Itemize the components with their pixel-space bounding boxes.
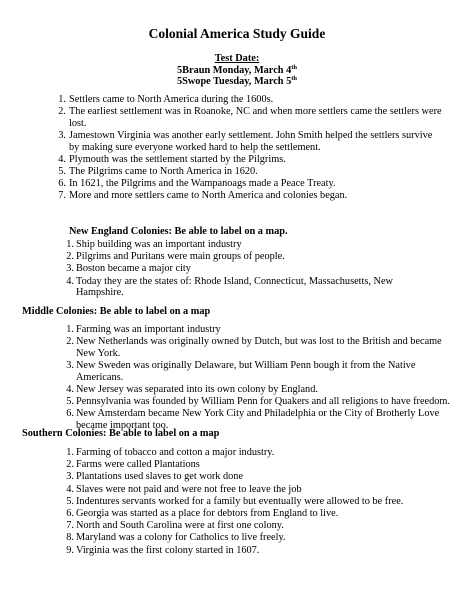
list-text: Ship building was an important industry: [76, 239, 242, 250]
test-date-line-braun: [0, 65, 474, 77]
test-date-ordinal: th: [291, 75, 298, 83]
list-number: 4.: [66, 275, 74, 287]
list-number: 4.: [58, 153, 66, 165]
list-item: [56, 263, 416, 275]
list-item: [56, 484, 456, 496]
new-england-list: [56, 239, 416, 299]
test-date-block: [0, 53, 474, 88]
list-text: The Pilgrims came to North America in 1620.: [69, 165, 258, 177]
list-item: [56, 396, 456, 408]
list-number: 6.: [66, 507, 74, 519]
list-item: [48, 178, 443, 190]
list-item: [56, 447, 456, 459]
list-number: 3.: [66, 471, 74, 483]
list-item: [56, 360, 456, 383]
middle-colonies-list: [56, 324, 456, 432]
test-date-label: Test Date:: [214, 53, 260, 64]
list-item: [56, 532, 456, 544]
list-number: 1.: [66, 324, 74, 335]
list-text: Jamestown Virginia was another early settlement. John Smith helped the settlers survive by making sure everyone worked hard to help the settlement.: [69, 129, 433, 153]
list-number: 3.: [58, 129, 66, 141]
southern-colonies-list: [56, 447, 456, 557]
list-text: New Jersey was separated into its own colony by England.: [76, 383, 318, 395]
southern-colonies-heading-bold: Southern Colonies: [22, 428, 103, 439]
list-item: [56, 459, 456, 471]
list-item: [56, 239, 416, 251]
list-text: Georgia was started as a place for debtors from England to live.: [76, 507, 339, 519]
list-item: [56, 324, 456, 336]
list-text: New Sweden was originally Delaware, but William Penn bough it from the Native Americans.: [76, 359, 416, 383]
list-text: Pennsylvania was founded by William Penn for Quakers and all religions to have freedom.: [76, 395, 450, 407]
list-number: 1.: [58, 94, 66, 105]
list-text: The earliest settlement was in Roanoke, NC and when more settlers came the settlers were lost.: [69, 106, 442, 129]
list-text: In 1621, the Pilgrims and the Wampanoags made a Peace Treaty.: [69, 178, 336, 190]
test-date-ordinal: th: [291, 63, 297, 71]
list-number: 3.: [66, 359, 74, 371]
list-number: 3.: [66, 263, 74, 275]
intro-list: [48, 94, 443, 203]
list-text: Plantations used slaves to get work done: [76, 471, 244, 483]
list-item: [48, 94, 443, 106]
list-text: North and South Carolina were at first one colony.: [76, 520, 284, 532]
list-text: Slaves were not paid and were not free to leave the job: [76, 483, 302, 495]
southern-colonies-heading: [22, 428, 219, 440]
list-item: [48, 190, 443, 202]
list-number: 4.: [66, 483, 74, 495]
list-number: 2.: [58, 106, 66, 118]
list-number: 8.: [66, 532, 74, 544]
list-text: More and more settlers came to North America and colonies began.: [69, 190, 348, 202]
list-number: 4.: [66, 383, 74, 395]
list-item: [56, 520, 456, 532]
list-item: [56, 508, 456, 520]
list-item: [48, 106, 443, 129]
test-date-text: 5Braun Monday, March 4: [176, 64, 292, 76]
test-date-text: 5Swope Tuesday, March 5: [176, 76, 292, 88]
list-item: [48, 154, 443, 166]
new-england-heading-text: New England Colonies: Be able to label on a map.: [69, 226, 288, 237]
middle-colonies-heading: [22, 306, 210, 318]
list-number: 6.: [66, 408, 74, 420]
list-text: Boston became a major city: [76, 263, 191, 275]
list-text: New Amsterdam became New York City and Philadelphia or the City of Brotherly Love became important too.: [76, 408, 440, 431]
middle-colonies-heading-text: Middle Colonies: Be able to label on a map: [22, 306, 211, 317]
list-number: 7.: [66, 520, 74, 532]
list-number: 5.: [66, 395, 74, 407]
list-text: Today they are the states of: Rhode Island, Connecticut, Massachusetts, New Hampshire.: [76, 275, 393, 299]
list-text: Plymouth was the settlement started by the Pilgrims.: [69, 153, 286, 165]
list-number: 2.: [66, 459, 74, 471]
list-number: 1.: [66, 239, 74, 250]
list-text: Settlers came to North America during the 1600s.: [69, 94, 274, 105]
list-text: Farming of tobacco and cotton a major industry.: [76, 447, 275, 458]
list-number: 1.: [66, 447, 74, 458]
list-text: New Netherlands was originally owned by Dutch, but was lost to the British and became New York.: [76, 336, 442, 359]
new-england-heading: [69, 226, 288, 238]
list-item: [56, 496, 456, 508]
list-number: 5.: [66, 495, 74, 507]
list-item: [56, 276, 416, 299]
list-text: Indentures servants worked for a family but eventually were allowed to be free.: [76, 495, 404, 507]
list-text: Pilgrims and Puritans were main groups of people.: [76, 251, 285, 263]
list-number: 2.: [66, 336, 74, 348]
list-text: Farms were called Plantations: [76, 459, 200, 471]
list-text: Farming was an important industry: [76, 324, 221, 335]
list-item: [48, 130, 443, 153]
list-number: 5.: [58, 165, 66, 177]
list-item: [56, 251, 416, 263]
page-title: Colonial America Study Guide: [148, 26, 326, 41]
list-text: Virginia was the first colony started in 1607.: [76, 544, 260, 556]
list-number: 9.: [66, 544, 74, 556]
list-item: [56, 545, 456, 557]
list-text: Maryland was a colony for Catholics to live freely.: [76, 532, 286, 544]
southern-colonies-heading-rest: : Be able to label on a map: [102, 428, 220, 439]
list-item: [56, 384, 456, 396]
test-date-line-swope: [0, 76, 474, 88]
list-number: 2.: [66, 251, 74, 263]
list-item: [48, 166, 443, 178]
list-number: 7.: [58, 190, 66, 202]
list-item: [56, 471, 456, 483]
list-number: 6.: [58, 178, 66, 190]
list-item: [56, 336, 456, 359]
